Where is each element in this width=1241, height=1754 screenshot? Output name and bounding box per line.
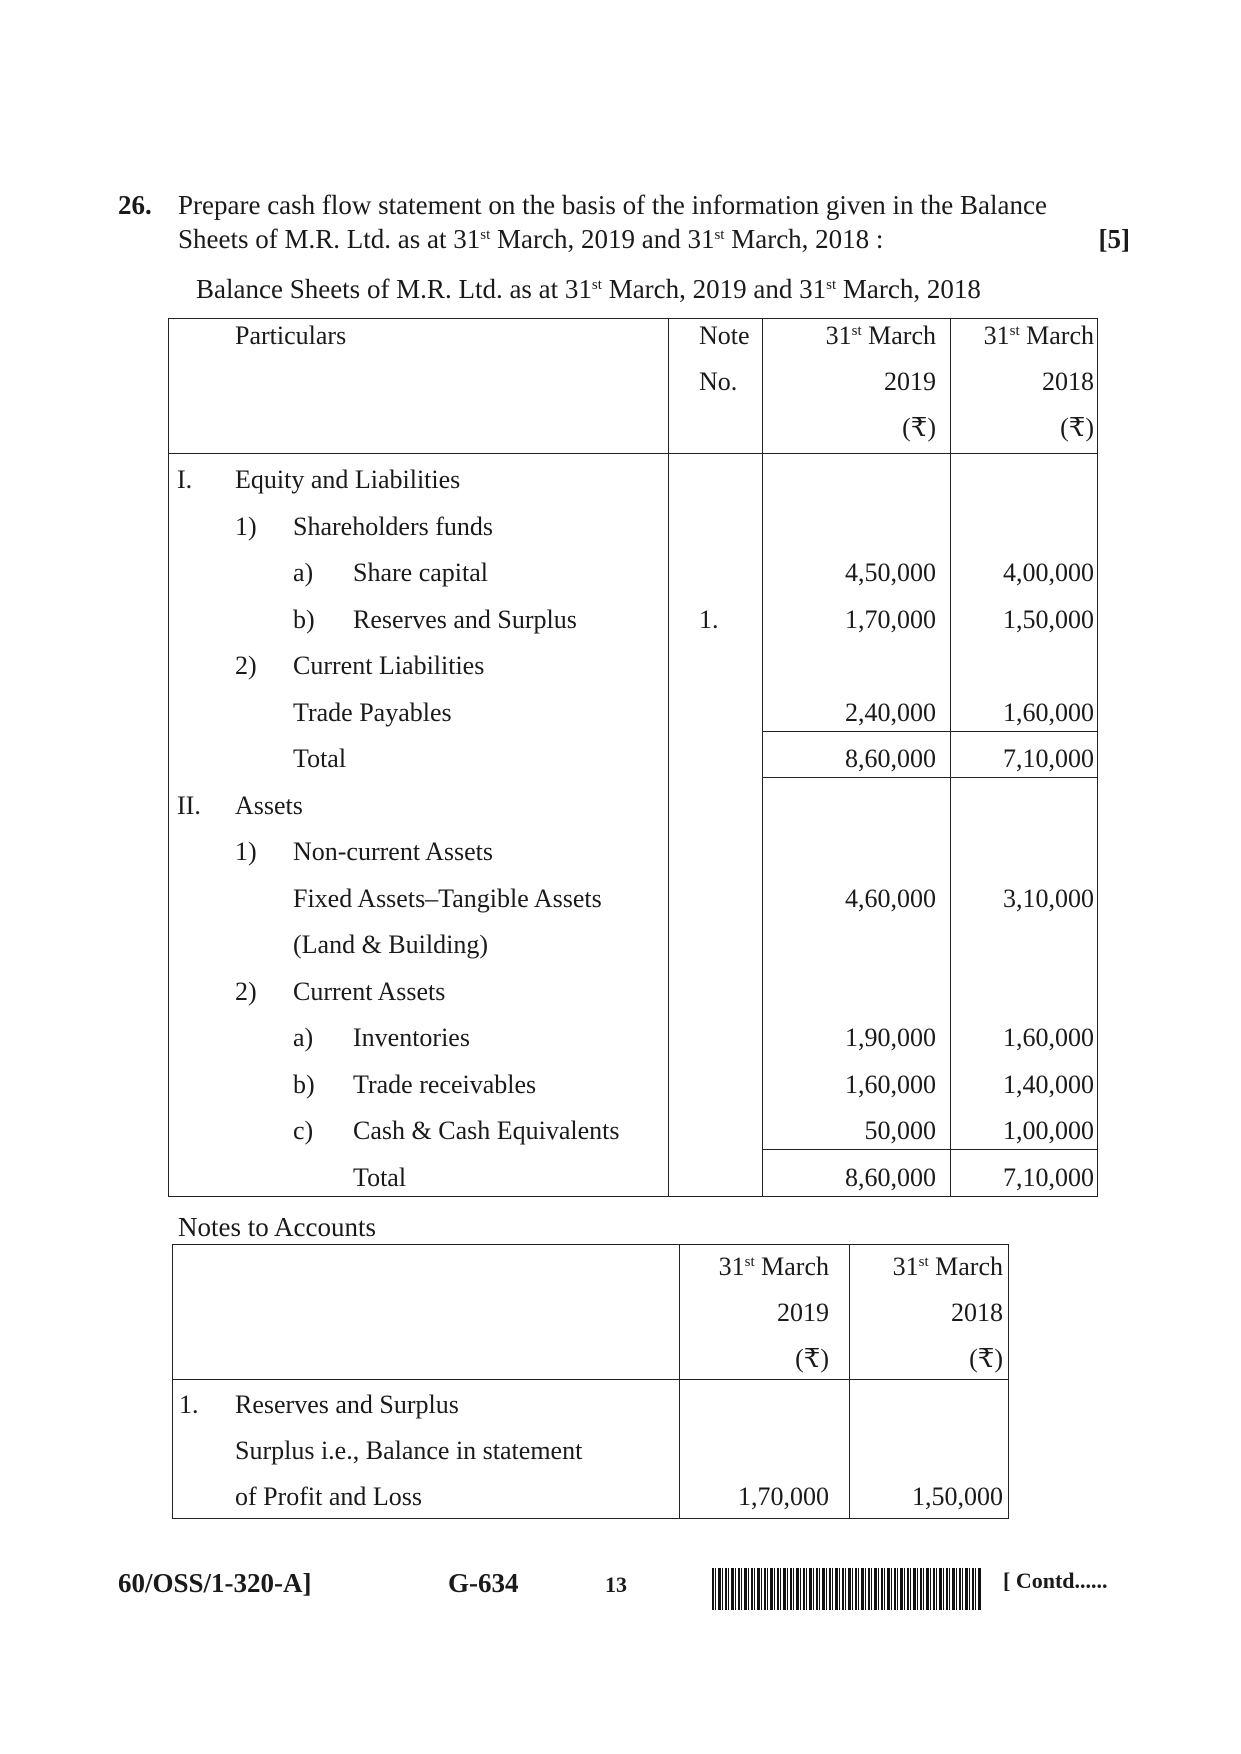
row-value-2018: 1,40,000 xyxy=(1003,1070,1094,1099)
header-2018-currency: (₹) xyxy=(1060,413,1094,442)
header-2019-year: 2019 xyxy=(884,367,936,396)
row-section-number: I. xyxy=(177,465,193,494)
header-2019-month: 31st March xyxy=(825,321,936,350)
row-label: Reserves and Surplus xyxy=(353,605,577,634)
notes-caption: Notes to Accounts xyxy=(178,1212,376,1242)
row-sub-number: 1) xyxy=(235,512,257,541)
header-particulars: Particulars xyxy=(235,321,347,350)
notes-item-2018: 1,50,000 xyxy=(912,1482,1003,1511)
row-label: Cash & Cash Equivalents xyxy=(353,1116,620,1145)
footer-page-number: 13 xyxy=(605,1572,627,1597)
row-label: Equity and Liabilities xyxy=(235,465,461,494)
question-text-line1: Prepare cash flow statement on the basis of the information given in the Balance xyxy=(178,190,1047,220)
row-value-2019: 4,60,000 xyxy=(845,884,936,913)
row-label: (Land & Building) xyxy=(293,930,488,959)
notes-header-2018-year: 2018 xyxy=(951,1298,1003,1327)
row-value-2018: 1,60,000 xyxy=(1003,698,1094,727)
row-sub-number: c) xyxy=(293,1116,314,1145)
row-sub-number: b) xyxy=(293,1070,315,1099)
row-value-2018: 1,00,000 xyxy=(1003,1116,1094,1145)
row-value-2019: 1,70,000 xyxy=(845,605,936,634)
row-sub-number: b) xyxy=(293,605,315,634)
footer-paper: G-634 xyxy=(448,1568,519,1598)
question-marks: [5] xyxy=(1098,224,1130,254)
row-label: Share capital xyxy=(353,558,488,587)
header-2019-currency: (₹) xyxy=(902,413,936,442)
notes-header-2019-month: 31st March xyxy=(718,1252,829,1281)
notes-header-2018-month: 31st March xyxy=(892,1252,1003,1281)
barcode-icon xyxy=(712,1568,982,1610)
question-text-line2: Sheets of M.R. Ltd. as at 31st March, 2019 and 31st March, 2018 : xyxy=(178,224,884,254)
notes-header-2019-year: 2019 xyxy=(777,1298,829,1327)
row-value-2018: 4,00,000 xyxy=(1003,558,1094,587)
question-number: 26. xyxy=(118,190,152,220)
row-value-2019: 8,60,000 xyxy=(845,744,936,773)
row-value-2019: 1,60,000 xyxy=(845,1070,936,1099)
row-value-2019: 4,50,000 xyxy=(845,558,936,587)
header-2018-year: 2018 xyxy=(1042,367,1094,396)
row-total-label: Total xyxy=(293,744,347,773)
row-value-2019: 2,40,000 xyxy=(845,698,936,727)
header-note-line2: No. xyxy=(699,367,738,396)
row-value-2018: 1,50,000 xyxy=(1003,605,1094,634)
notes-item-line2: Surplus i.e., Balance in statement xyxy=(235,1436,583,1465)
row-sub-number: a) xyxy=(293,558,314,587)
row-label: Shareholders funds xyxy=(293,512,494,541)
row-value-2019: 8,60,000 xyxy=(845,1163,936,1192)
notes-item-line3: of Profit and Loss xyxy=(235,1482,423,1511)
row-note: 1. xyxy=(699,605,719,634)
row-label: Inventories xyxy=(353,1023,470,1052)
notes-item-2019: 1,70,000 xyxy=(738,1482,829,1511)
row-sub-number: a) xyxy=(293,1023,314,1052)
row-value-2018: 7,10,000 xyxy=(1003,1163,1094,1192)
row-value-2019: 1,90,000 xyxy=(845,1023,936,1052)
row-label: Non-current Assets xyxy=(293,837,494,866)
row-section-number: II. xyxy=(177,791,201,820)
row-sub-number: 1) xyxy=(235,837,257,866)
header-note-line1: Note xyxy=(699,321,750,350)
row-value-2019: 50,000 xyxy=(864,1116,936,1145)
footer-code: 60/OSS/1-320-A] xyxy=(118,1568,312,1598)
row-sub-number: 2) xyxy=(235,977,257,1006)
row-value-2018: 3,10,000 xyxy=(1003,884,1094,913)
notes-header-2019-currency: (₹) xyxy=(795,1344,829,1373)
row-label: Current Assets xyxy=(293,977,446,1006)
balance-sheet-caption: Balance Sheets of M.R. Ltd. as at 31st March, 2019 and 31st March, 2018 xyxy=(196,274,981,304)
row-label: Fixed Assets–Tangible Assets xyxy=(293,884,602,913)
row-sub-number: 2) xyxy=(235,651,257,680)
row-value-2018: 1,60,000 xyxy=(1003,1023,1094,1052)
row-total-label: Total xyxy=(353,1163,407,1192)
notes-item-number: 1. xyxy=(179,1390,199,1419)
row-label: Trade Payables xyxy=(293,698,452,727)
row-label: Assets xyxy=(235,791,303,820)
header-2018-month: 31st March xyxy=(983,321,1094,350)
notes-header-2018-currency: (₹) xyxy=(969,1344,1003,1373)
balance-sheet-table xyxy=(168,318,1098,1197)
row-label: Trade receivables xyxy=(353,1070,537,1099)
notes-item-line1: Reserves and Surplus xyxy=(235,1390,459,1419)
notes-table xyxy=(172,1244,1009,1519)
footer-contd: [ Contd...... xyxy=(1003,1568,1108,1593)
row-value-2018: 7,10,000 xyxy=(1003,744,1094,773)
row-label: Current Liabilities xyxy=(293,651,485,680)
